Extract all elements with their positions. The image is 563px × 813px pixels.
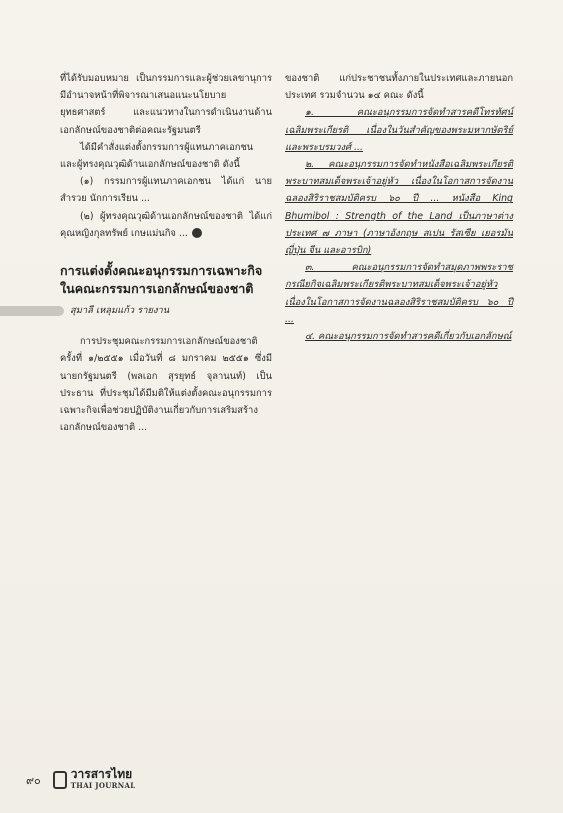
section-heading: การแต่งตั้งคณะอนุกรรมการเฉพาะกิจในคณะกรรมการเอกลักษณ์ของชาติ — [60, 263, 263, 297]
right-paragraph-1: ของชาติ แก่ประชาชนทั้งภายในประเทศและภายนอกประเทศ รวมจำนวน ๑๔ คณะ ดังนี้ — [285, 73, 513, 102]
right-paragraph-4: ๓. คณะอนุกรรมการจัดทำสมุดภาพพระราชกรณียกิจเฉลิมพระเกียรติพระบาทสมเด็จพระเจ้าอยู่หัว เนื่องในโอกาสการจัดงานฉลองสิริราชสมบัติครบ ๖๐ ปี ... — [285, 262, 513, 325]
logo-thai-title: วารสารไทย — [70, 767, 133, 781]
left-paragraph-1: ที่ได้รับมอบหมาย เป็นกรรมการและผู้ช่วยเลขานุการ มีอำนาจหน้าที่พิจารณาเสนอแนะนโยบาย ยุทธศาสตร์ และแนวทางในการดำเนินงานด้านเอกลักษณ์ของชาติต่อคณะรัฐมนตรี — [60, 73, 272, 136]
byline-row — [0, 302, 272, 319]
journal-logo — [53, 769, 136, 791]
journal-logo-text — [71, 769, 136, 791]
journal-logo-icon — [53, 771, 67, 789]
right-paragraph-2: ๑. คณะอนุกรรมการจัดทำสารคดีโทรทัศน์เฉลิมพระเกียรติ เนื่องในวันสำคัญของพระมหากษัตริย์และพระบรมวงศ์ ... — [285, 107, 513, 153]
right-paragraph-5: ๔. คณะอนุกรรมการจัดทำสารคดีเกี่ยวกับเอกลักษณ์ — [305, 331, 512, 343]
bullet-icon — [192, 228, 202, 238]
left-paragraph-2: ได้มีคำสั่งแต่งตั้งกรรมการผู้แทนภาคเอกชน และผู้ทรงคุณวุฒิด้านเอกลักษณ์ของชาติ ดังนี้ — [60, 141, 254, 171]
page-footer — [26, 769, 135, 791]
logo-english-title: THAI JOURNAL — [70, 781, 136, 790]
left-paragraph-4 — [60, 208, 272, 242]
left-paragraph-4-text: (๒) ผู้ทรงคุณวุฒิด้านเอกลักษณ์ของชาติ ได้แก่ คุณหญิงกุลทรัพย์ เกษแม่นกิจ ... — [60, 210, 272, 239]
left-column — [60, 70, 272, 436]
byline-decoration — [0, 306, 64, 316]
right-column — [285, 70, 513, 345]
section-heading-block — [60, 262, 272, 319]
left-paragraph-3: (๑) กรรมการผู้แทนภาคเอกชน ได้แก่ นายสำรวย นักการเรียน ... — [60, 176, 272, 205]
byline: สุมาลี เหลุมแก้ว รายงาน — [70, 305, 170, 317]
right-paragraph-3: ๒. คณะอนุกรรมการจัดทำหนังสือเฉลิมพระเกียรติพระบาทสมเด็จพระเจ้าอยู่หัว เนื่องในโอกาสการจัดงานฉลองสิริราชสมบัติครบ ๖๐ ปี ... หนังสือ King Bhumibol : Strength of the Land เป็นภาษาต่างประเทศ ๗ ภาษา (ภาษาอังกฤษ สเปน รัสเซีย เยอรมัน ญี่ปุ่น จีน และอารบิก) — [285, 159, 513, 257]
left-paragraph-5: การประชุมคณะกรรมการเอกลักษณ์ของชาติ ครั้งที่ ๑/๒๕๕๑ เมื่อวันที่ ๘ มกราคม ๒๕๕๑ ซึ่งมีนายกรัฐมนตรี (พลเอก สุรยุทธ์ จุลานนท์) เป็นประธาน ที่ประชุมได้มีมติให้แต่งตั้งคณะอนุกรรมการเฉพาะกิจเพื่อช่วยปฏิบัติงานเกี่ยวกับการเสริมสร้างเอกลักษณ์ของชาติ ... — [60, 336, 272, 434]
page-number: ๙๐ — [26, 774, 41, 787]
